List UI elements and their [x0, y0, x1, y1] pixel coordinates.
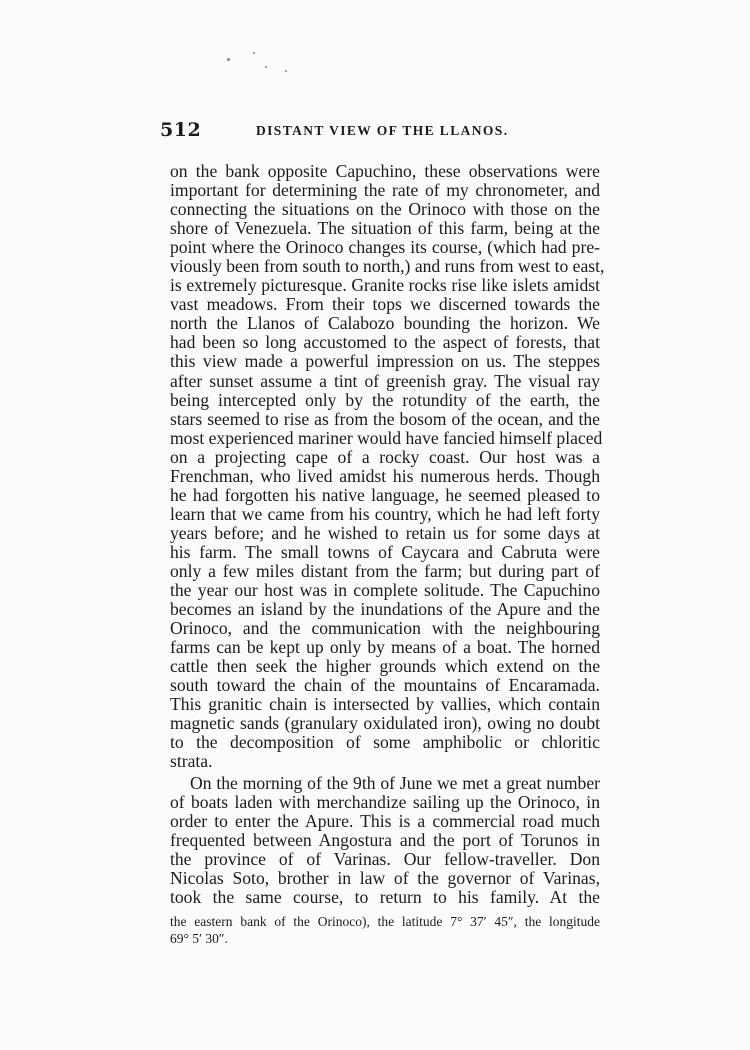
page-number: 512 — [160, 119, 202, 141]
text-line: Frenchman, who lived amidst his numerous herds. Though — [170, 465, 600, 486]
text-line: being intercepted only by the rotundity of the earth, the — [170, 389, 600, 410]
text-line: becomes an island by the inundations of the Apure and the — [170, 599, 600, 620]
text-line: on the bank opposite Capuchino, these observations were — [170, 161, 600, 181]
text-line: his farm. The small towns of Caycara and Cabruta were — [170, 541, 600, 562]
text-line: Orinoco, and the communication with the neighbouring — [170, 618, 600, 639]
text-line: shore of Venezuela. The situation of this farm, being at the — [170, 218, 600, 239]
text-line: Nicolas Soto, brother in law of the governor of Varinas, — [170, 867, 600, 888]
text-line: stars seemed to rise as from the bosom of the ocean, and the — [170, 408, 600, 429]
text-line: had been so long accustomed to the aspect of forests, that — [170, 332, 600, 353]
footnote-line: the eastern bank of the Orinoco), the latitude 7° 37′ 45″, the longitude — [170, 914, 600, 929]
text-line: on a projecting cape of a rocky coast. Our host was a — [170, 446, 600, 467]
text-line: strata. — [170, 751, 213, 772]
text-line: cattle then seek the higher grounds which extend on the — [170, 656, 600, 677]
text-line: viously been from south to north,) and runs from west to east, — [170, 256, 605, 277]
speck — [265, 66, 267, 68]
paragraph-1 — [170, 161, 605, 772]
footnote — [170, 913, 600, 947]
running-head: DISTANT VIEW OF THE LLANOS. — [256, 123, 509, 138]
text-line: after sunset assume a tint of greenish gray. The visual ray — [170, 370, 600, 391]
text-line: only a few miles distant from the farm; but during part of — [170, 560, 600, 581]
text-line: the province of of Varinas. Our fellow-traveller. Don — [170, 848, 600, 869]
text-line: farms can be kept up only by means of a boat. The horned — [170, 637, 600, 658]
page-header — [160, 119, 590, 145]
body-text — [170, 161, 605, 907]
speck — [285, 70, 287, 72]
text-line: years before; and he wished to retain us for some days at — [170, 522, 600, 543]
text-line: connecting the situations on the Orinoco with those on the — [170, 199, 600, 220]
text-line: he had forgotten his native language, he seemed pleased to — [170, 484, 600, 505]
text-line: learn that we came from his country, which he had left forty — [170, 503, 600, 524]
text-line: this view made a powerful impression on us. The steppes — [170, 351, 600, 372]
text-line: This granitic chain is intersected by vallies, which contain — [170, 694, 600, 715]
paragraph-2 — [170, 774, 600, 907]
speck — [253, 52, 255, 54]
page-specks — [225, 48, 305, 78]
text-line: to the decomposition of some amphibolic or chloritic — [170, 732, 600, 753]
text-line: the year our host was in complete solitude. The Capuchino — [170, 580, 600, 601]
text-line: north the Llanos of Calabozo bounding the horizon. We — [170, 313, 600, 334]
text-line: vast meadows. From their tops we discerned towards the — [170, 294, 600, 315]
speck — [227, 58, 230, 61]
text-line: order to enter the Apure. This is a commercial road much — [170, 810, 600, 831]
text-line: south toward the chain of the mountains of Encaramada. — [170, 675, 600, 696]
text-line: point where the Orinoco changes its course, (which had pre- — [170, 237, 600, 258]
footnote-line: 69° 5′ 30″. — [170, 931, 228, 946]
text-line: frequented between Angostura and the port of Torunos in — [170, 829, 600, 850]
text-line: is extremely picturesque. Granite rocks rise like islets amidst — [170, 275, 600, 296]
text-line: important for determining the rate of my chronometer, and — [170, 180, 600, 201]
text-line: most experienced mariner would have fancied himself placed — [170, 427, 603, 448]
text-line: of boats laden with merchandize sailing up the Orinoco, in — [170, 791, 600, 812]
text-line: took the same course, to return to his family. At the — [170, 886, 600, 907]
text-line: On the morning of the 9th of June we met a great number — [190, 772, 600, 793]
text-line: magnetic sands (granulary oxidulated iron), owing no doubt — [170, 713, 600, 734]
